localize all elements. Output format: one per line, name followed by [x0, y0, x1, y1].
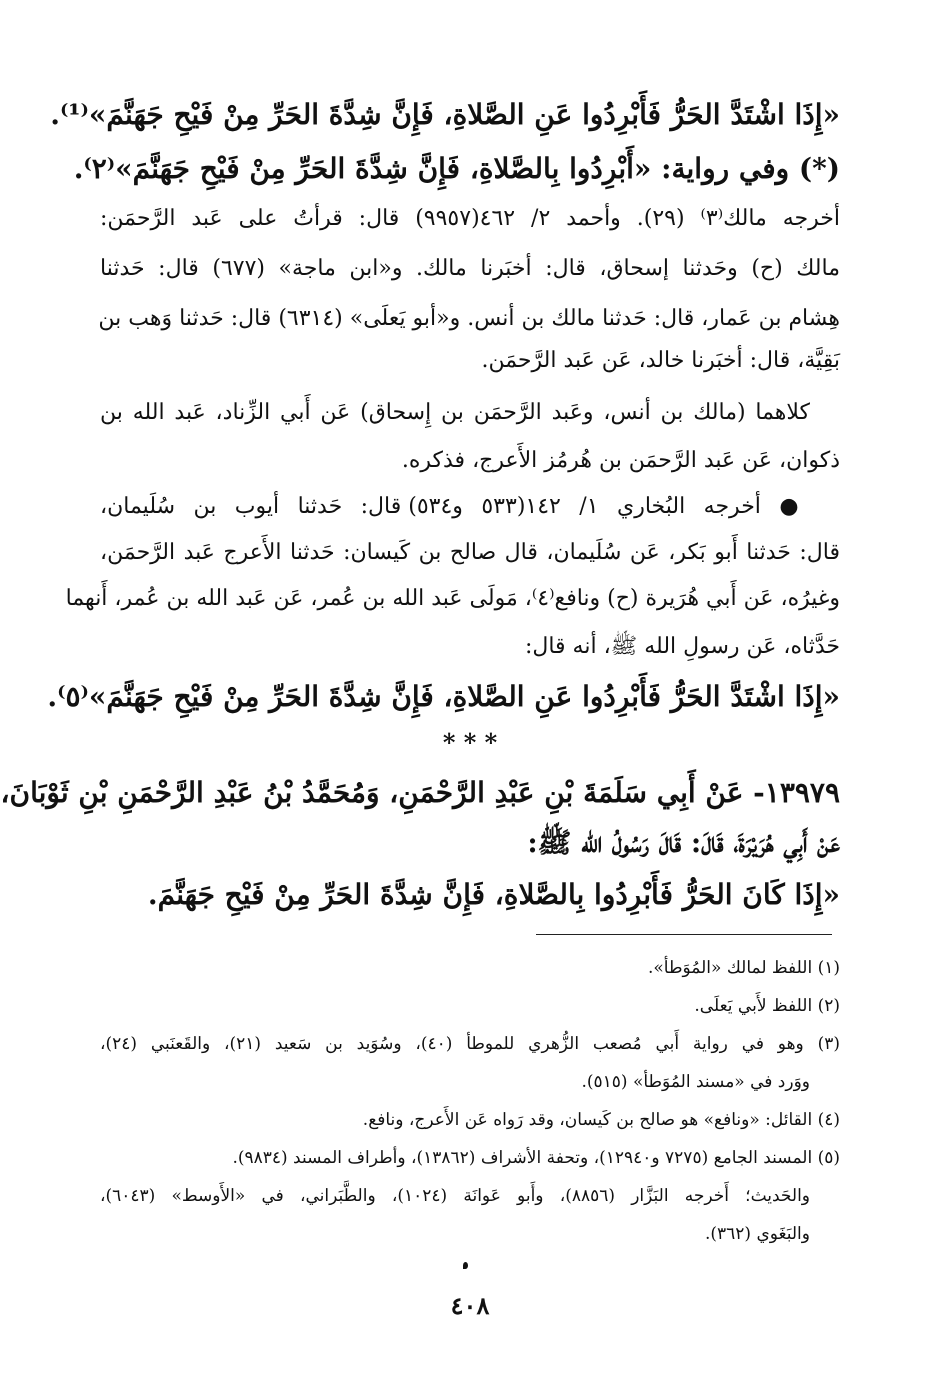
hadith-intro-line: ١٣٩٧٩- عَنْ أَبِي سَلَمَةَ بْنِ عَبْدِ الرَّحْمَنِ، وَمُحَمَّدُ بْنُ عَبْدِ الرَّحْمَنِ بْنِ ثَوْبَانَ، — [0, 776, 840, 809]
takhrij-line: أخرجه مالك⁽٣⁾ (٢٩). وأحمد ٢/ ٤٦٢(٩٩٥٧) قال: قرأتُ على عَبد الرَّحمَن: — [100, 206, 841, 231]
takhrij-line: هِشام بن عَمار، قال: حَدثنا مالك بن أنس. و«أبو يَعلَى» (٦٣١٤) قال: حَدثنا وَهب بن — [98, 306, 840, 331]
hadith-text: «إِذَا كَانَ الحَرُّ فَأَبْرِدُوا بِالصَّلاةِ، فَإِنَّ شِدَّةَ الحَرِّ مِنْ فَيْحِ جَهَنَّمَ. — [147, 878, 840, 911]
ink-mark — [463, 1262, 468, 1269]
bukhari-line: قال: حَدثنا أَبو بَكر، عَن سُلَيمان، قال صالح بن كَيسان: حَدثنا الأَعرج عَبد الرَّحمَن، — [100, 540, 840, 565]
footnote: (٤) القائل: «ونافع» هو صالح بن كَيسان، وقد رَواه عَن الأَعرج، ونافع. — [362, 1110, 840, 1130]
section-separator: * * * — [442, 728, 498, 757]
footnote: (١) اللفظ لمالك «المُوَطأ». — [647, 958, 840, 978]
footnote: ووَرد في «مسند المُوَطأ» (٥١٥). — [581, 1072, 810, 1092]
takhrij-line: بَقِيَّة، قال: أخبَرنا خالد، عَن عَبد الرَّحمَن. — [481, 348, 840, 373]
footnote: والحَديث؛ أَخرجه البَزَّار (٨٨٥٦)، وأَبو عَوانَة (١٠٢٤)، والطَّبَراني، في «الأَوسط» (٦٠٤٣)، — [100, 1186, 811, 1206]
footnote: والبَغَوي (٣٦٢). — [704, 1224, 810, 1244]
footnote: (٢) اللفظ لأَبي يَعلَى. — [694, 996, 840, 1016]
footnote-divider — [536, 934, 832, 935]
riwaya-text: (*) وفي رواية: «أَبْرِدُوا بِالصَّلاةِ، فَإِنَّ شِدَّةَ الحَرِّ مِنْ فَيْحِ جَهَنَّمَ»⁽٢⁾. — [73, 152, 840, 185]
hadith-text: «إِذَا اشْتَدَّ الحَرُّ فَأَبْرِدُوا عَنِ الصَّلاةِ، فَإِنَّ شِدَّةَ الحَرِّ مِنْ فَيْحِ جَهَنَّمَ»⁽¹⁾. — [50, 98, 840, 131]
hadith-intro-line: عَنْ أَبِي هُرَيْرَةَ، قَالَ: قَالَ رَسُولُ الله ﷺ: — [527, 826, 840, 859]
bukhari-line: ● أخرجه البُخاري ١/ ١٤٢(٥٣٣ و٥٣٤) قال: حَدثنا أيوب بن سُلَيمان، — [100, 494, 811, 519]
page-number: ٤٠٨ — [450, 1291, 490, 1320]
paragraph-line: كلاهما (مالك بن أنس، وعَبد الرَّحمَن بن إِسحاق) عَن أَبي الزِّناد، عَبد الله بن — [100, 400, 810, 425]
bukhari-line: وغيرُه، عَن أَبي هُرَيرة (ح) ونافع⁽٤⁾، مَولَى عَبد الله بن عُمر، عَن عَبد الله بن عُمر، أَنهما — [65, 586, 840, 611]
footnote: (٥) المسند الجامع (٧٢٧٥ و١٢٩٤٠)، وتحفة الأشراف (١٣٨٦٢)، وأطراف المسند (٩٨٣٤). — [232, 1148, 840, 1168]
paragraph-line: ذكوان، عَن عَبد الرَّحمَن بن هُرمُز الأَعرج، فذكره. — [401, 448, 840, 473]
hadith-text: «إِذَا اشْتَدَّ الحَرُّ فَأَبْرِدُوا عَنِ الصَّلاةِ، فَإِنَّ شِدَّةَ الحَرِّ مِنْ فَيْحِ جَهَنَّمَ»⁽٥⁾. — [47, 680, 840, 713]
bukhari-line: حَدَّثاه، عَن رسولِ الله ﷺ، أنه قال: — [524, 634, 840, 659]
takhrij-line: مالك (ح) وحَدثنا إسحاق، قال: أخبَرنا مالك. و«ابن ماجة» (٦٧٧) قال: حَدثنا — [100, 256, 840, 281]
footnote: (٣) وهو في رواية أَبي مُصعب الزُّهري للموطأ (٤٠)، وسُوَيد بن سَعيد (٢١)، والقَعنَبي (٢٤)، — [100, 1034, 840, 1054]
